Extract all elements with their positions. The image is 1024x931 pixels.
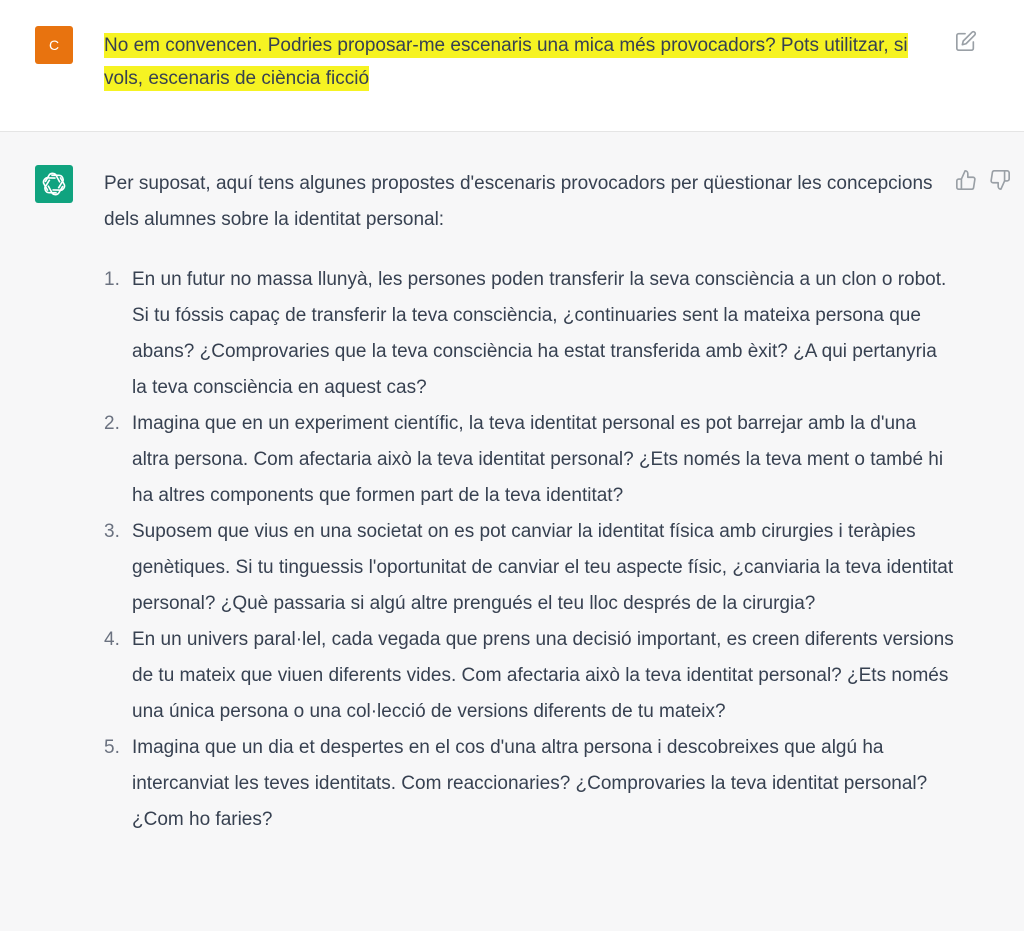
openai-logo-icon: [35, 165, 73, 203]
list-item-number: 1.: [104, 269, 120, 290]
scenario-list: [104, 262, 954, 838]
assistant-message: [0, 132, 1024, 931]
list-item: [104, 406, 954, 514]
list-item: [104, 262, 954, 406]
list-item: [104, 730, 954, 838]
list-item-text: Imagina que un dia et despertes en el cos d'una altra persona i descobreixes que algú ha intercanviat les teves identitats. Com reaccionaries? ¿Comprovaries la teva identitat personal? ¿Com ho faries?: [132, 737, 928, 830]
user-message-text: No em convencen. Podries proposar-me escenaris una mica més provocadors? Pots utilitzar, si vols, escenaris de ciència ficció: [104, 35, 908, 89]
list-item-number: 4.: [104, 629, 120, 650]
user-message-text-container: [104, 29, 944, 95]
user-message: [0, 0, 1024, 132]
list-item-text: En un futur no massa llunyà, les persones poden transferir la seva consciència a un clon o robot. Si tu fóssis capaç de transferir la teva consciència, ¿continuaries sent la mateixa persona que abans? ¿Comprovaries que la teva consciència ha estat transferida amb èxit? ¿A qui pertanyria la teva consciència en aquest cas?: [132, 269, 947, 398]
list-item: [104, 514, 954, 622]
list-item-text: Imagina que en un experiment científic, la teva identitat personal es pot barrejar amb la d'una altra persona. Com afectaria això la teva identitat personal? ¿Ets només la teva ment o també hi ha altres components que formen part de la teva identitat?: [132, 413, 944, 506]
list-item-text: Suposem que vius en una societat on es pot canviar la identitat física amb cirurgies i teràpies genètiques. Si tu tinguessis l'oportunitat de canviar el teu aspecte físic, ¿canviaria la teva identitat personal? ¿Què passaria si algú altre prengués el teu lloc després de la cirurgia?: [132, 521, 954, 614]
list-item-number: 5.: [104, 737, 120, 758]
list-item-number: 3.: [104, 521, 120, 542]
list-item-text: En un univers paral·lel, cada vegada que prens una decisió important, es creen diferents versions de tu mateix que viuen diferents vides. Com afectaria això la teva identitat personal? ¿Ets només una única persona o una col·lecció de versions diferents de tu mateix?: [132, 629, 954, 722]
assistant-message-text: [104, 166, 954, 838]
user-avatar: [35, 26, 73, 64]
assistant-intro: Per suposat, aquí tens algunes propostes d'escenaris provocadors per qüestionar les concepcions dels alumnes sobre la identitat personal:: [104, 173, 933, 230]
thumbs-up-icon[interactable]: [955, 169, 977, 191]
edit-icon[interactable]: [955, 30, 977, 52]
thumbs-down-icon[interactable]: [989, 169, 1011, 191]
list-item: [104, 622, 954, 730]
user-avatar-letter: C: [48, 37, 60, 53]
list-item-number: 2.: [104, 413, 120, 434]
